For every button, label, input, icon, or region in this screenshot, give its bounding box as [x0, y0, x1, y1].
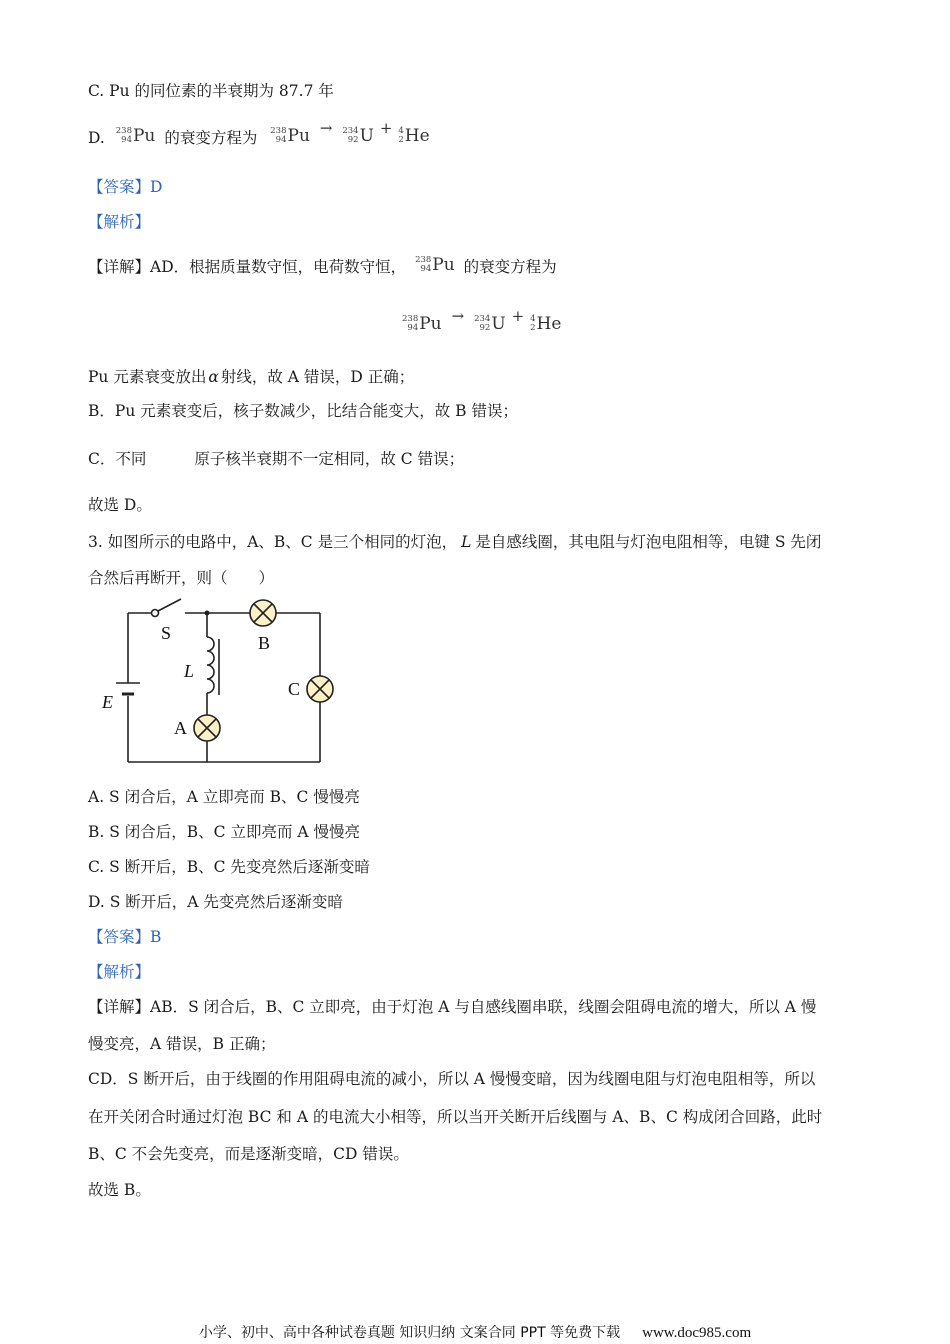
option-c: C. S 断开后，B、C 先变亮然后逐渐变暗	[88, 858, 370, 876]
question-3-line-1: 3. 如图所示的电路中，A、B、C 是三个相同的灯泡， L 是自感线圈，其电阻与灯泡电阻相等，电键 S 先闭	[88, 533, 822, 551]
choose-2: 故选 B。	[88, 1181, 151, 1199]
nuclide-pu: 238 94 Pu	[402, 314, 442, 334]
arrow-symbol: →	[319, 119, 333, 137]
label-l: L	[184, 661, 195, 681]
nuclide-he: 4 2 He	[398, 126, 430, 146]
detail-pu-alpha: Pu 元素衰变放出 α 射线，故 A 错误，D 正确；	[88, 368, 415, 386]
answer-label-2: 【答案】B	[88, 928, 162, 946]
choose-1: 故选 D。	[88, 496, 152, 514]
circuit-diagram	[95, 595, 355, 775]
detail-b: B．Pu 元素衰变后，核子数减少，比结合能变大，故 B 错误；	[88, 402, 518, 420]
detail-2-line-1: 【详解】AB．S 闭合后，B、C 立即亮，由于灯泡 A 与自感线圈串联，线圈会阻碍电流的增大，所以 A 慢	[88, 998, 817, 1016]
arrow-symbol: →	[451, 307, 465, 325]
detail-1: 【详解】AD．根据质量数守恒，电荷数守恒， 238 94 Pu 的衰变方程为	[88, 255, 557, 276]
footer-text: 小学、初中、高中各种试卷真题 知识归纳 文案合同 PPT 等免费下载	[198, 1325, 621, 1341]
nuclide-pu: 238 94 Pu	[115, 126, 156, 146]
page-footer	[0, 1322, 950, 1342]
detail-c: C．不同 原子核半衰期不一定相同，故 C 错误；	[88, 450, 465, 468]
inductor-coil	[207, 637, 214, 693]
option-d-prev: D. 238 94 Pu 的衰变方程为 238 94 Pu → 234 92 U + 4 2 He	[88, 119, 430, 147]
plus-symbol: +	[511, 307, 525, 325]
nuclide-pu: 238 94 Pu	[415, 255, 455, 275]
label-b: B	[258, 633, 271, 653]
label-c: C	[288, 679, 301, 699]
switch-blade	[158, 599, 181, 611]
nuclide-pu: 238 94 Pu	[270, 126, 310, 146]
nuclide-he: 4 2 He	[530, 314, 562, 334]
option-d: D. S 断开后，A 先变亮然后逐渐变暗	[88, 893, 343, 911]
label-s: S	[161, 623, 172, 643]
analysis-label-1: 【解析】	[88, 213, 151, 231]
detail-2-line-5: B、C 不会先变亮，而是逐渐变暗，CD 错误。	[88, 1145, 409, 1163]
label-e: E	[102, 692, 113, 712]
nuclide-u: 234 92 U	[342, 126, 374, 146]
switch-contact	[152, 610, 159, 617]
plus-symbol: +	[379, 119, 393, 137]
analysis-label-2: 【解析】	[88, 963, 151, 981]
decay-equation	[402, 305, 561, 335]
nuclide-u: 234 92 U	[474, 314, 506, 334]
answer-label-1: 【答案】D	[88, 178, 163, 196]
option-c-prev: C. Pu 的同位素的半衰期为 87.7 年	[88, 82, 334, 100]
option-b: B. S 闭合后，B、C 立即亮而 A 慢慢亮	[88, 823, 361, 841]
question-3-line-2: 合然后再断开，则（ ）	[88, 569, 275, 587]
label-a: A	[174, 718, 187, 738]
detail-2-line-3: CD．S 断开后，由于线圈的作用阻碍电流的减小，所以 A 慢慢变暗，因为线圈电阻与灯泡电阻相等，所以	[88, 1070, 816, 1088]
detail-2-line-4: 在开关闭合时通过灯泡 BC 和 A 的电流大小相等，所以当开关断开后线圈与 A、B、C 构成闭合回路，此时	[88, 1108, 823, 1126]
detail-2-line-2: 慢变亮，A 错误，B 正确；	[88, 1035, 276, 1053]
footer-url[interactable]: www.doc985.com	[642, 1325, 752, 1341]
option-a: A. S 闭合后，A 立即亮而 B、C 慢慢亮	[88, 788, 360, 806]
